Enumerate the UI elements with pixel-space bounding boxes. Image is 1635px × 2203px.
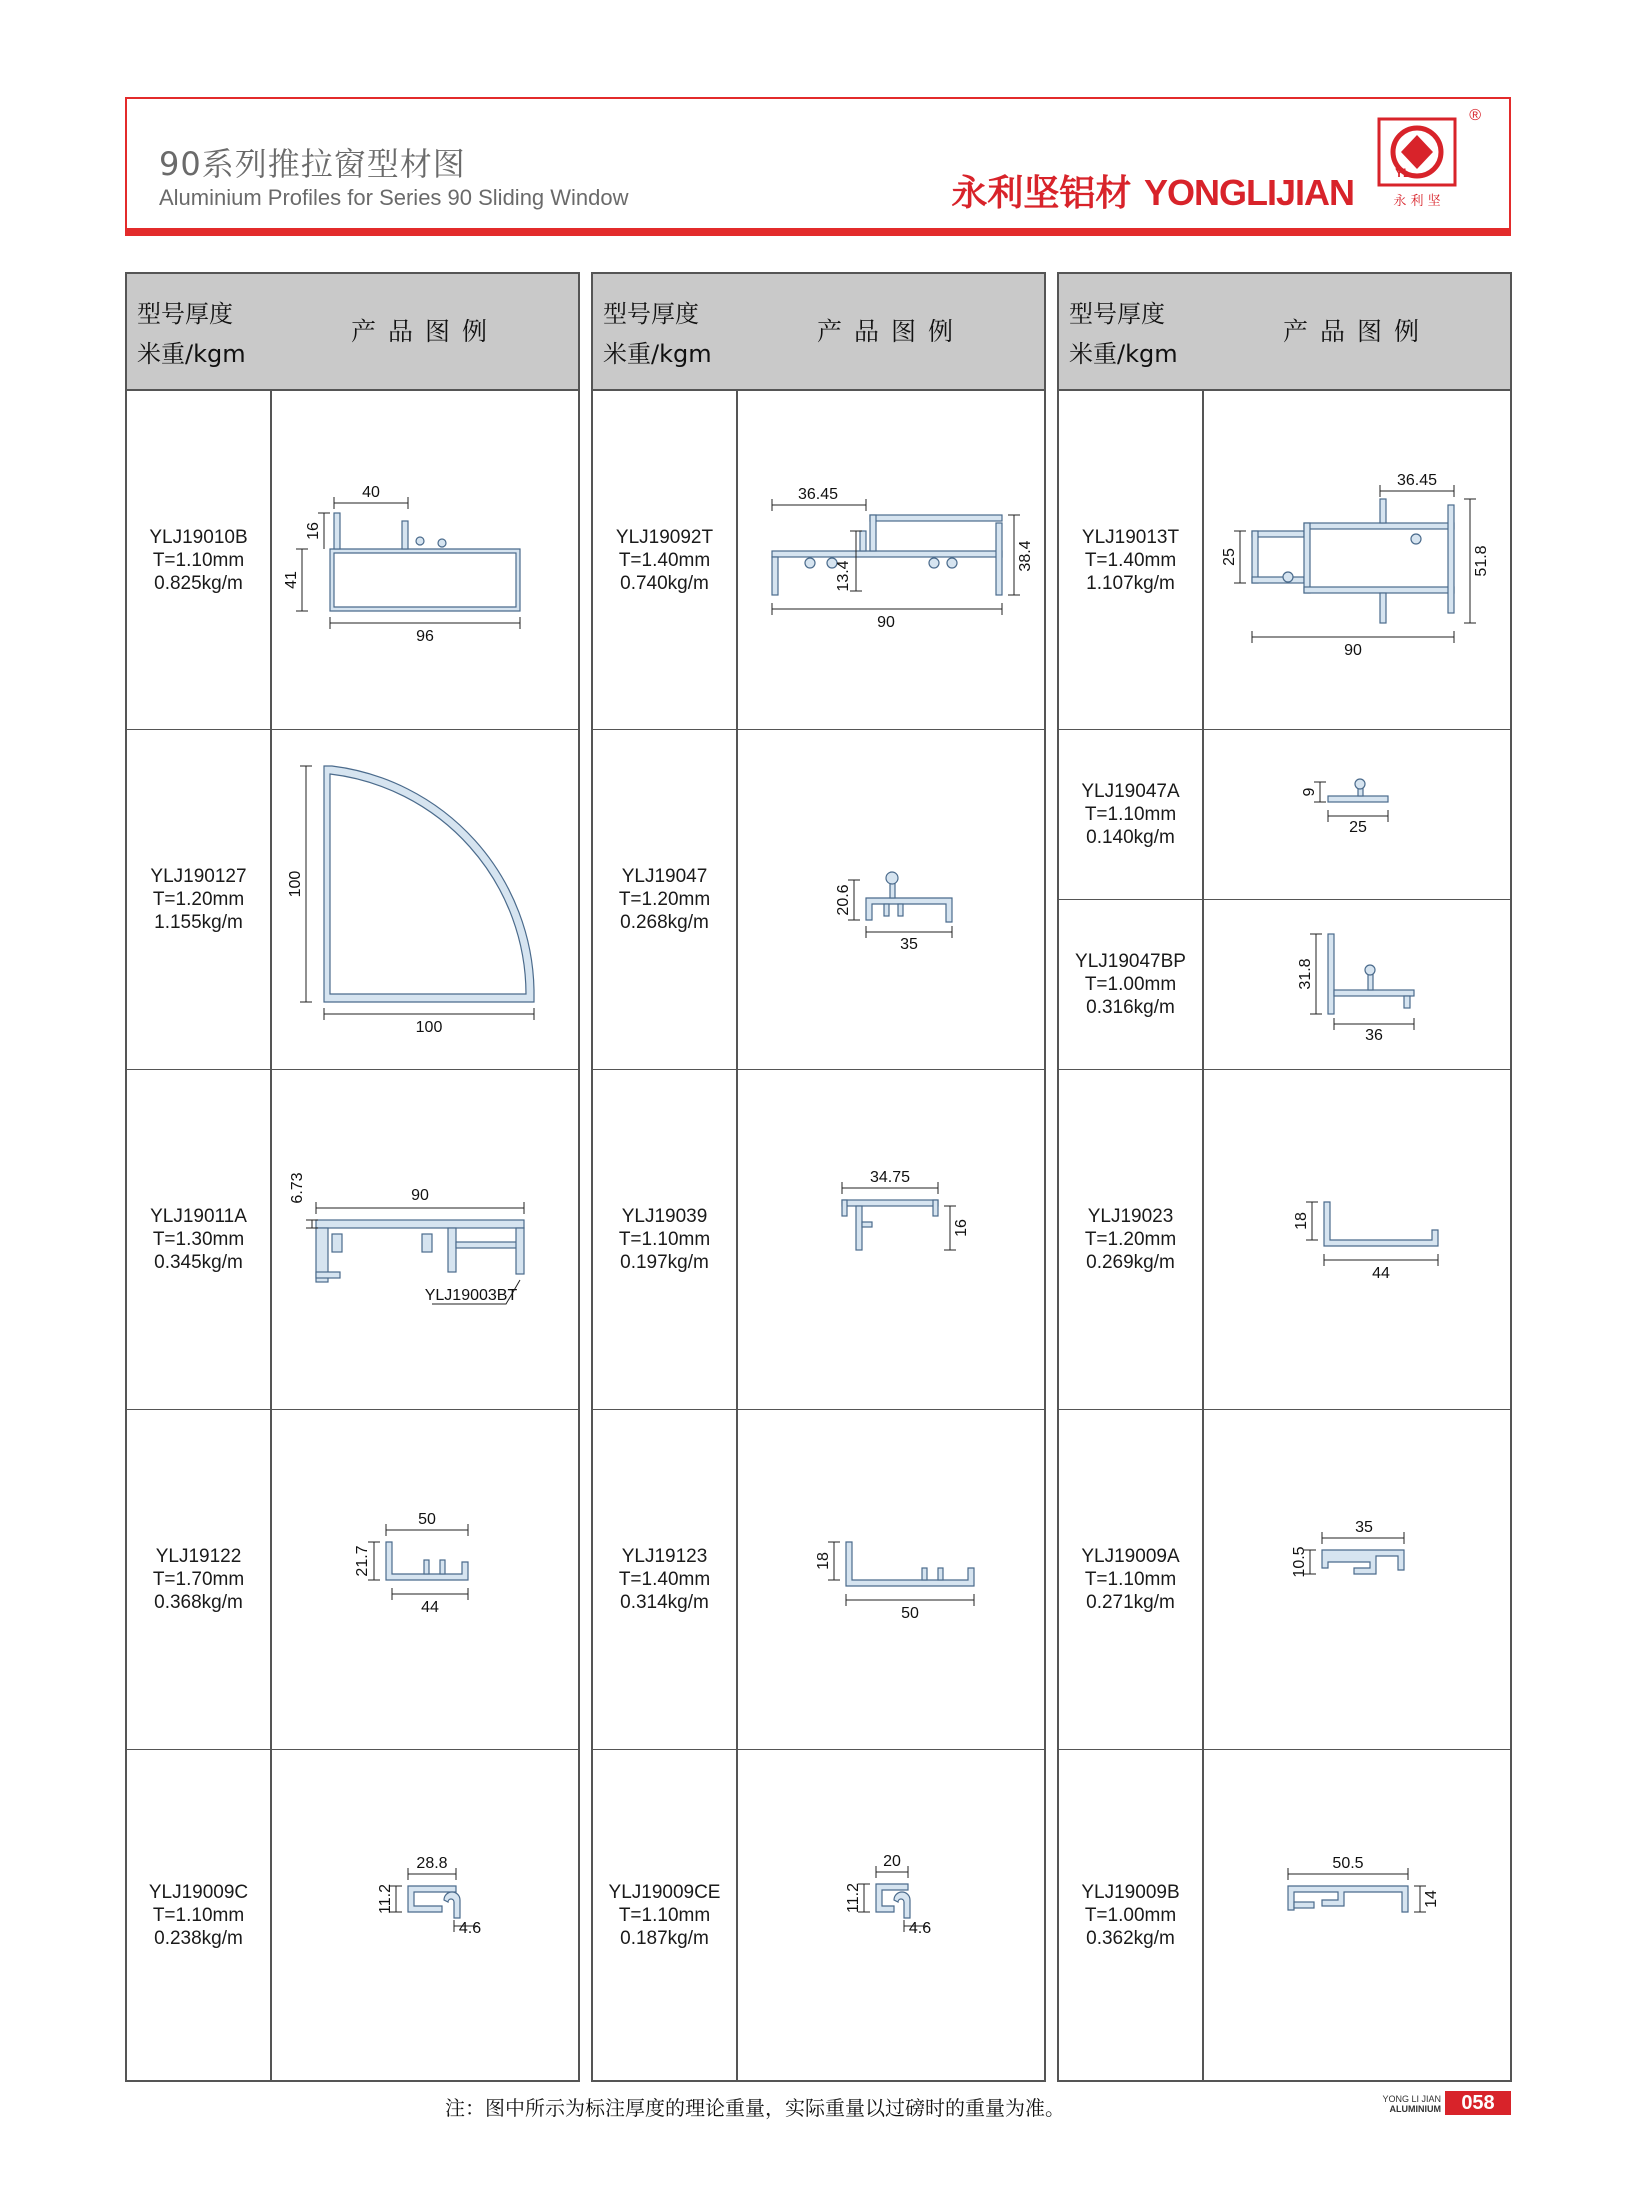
dim-label: 44 xyxy=(421,1599,439,1616)
thickness: T=1.20mm xyxy=(1084,1229,1177,1250)
dim-label: 18 xyxy=(1293,1212,1310,1230)
thickness: T=1.30mm xyxy=(152,1229,245,1250)
model-code: YLJ19123 xyxy=(621,1546,708,1567)
profile-drawing xyxy=(1204,730,1510,899)
profile-drawing xyxy=(738,391,1044,729)
thickness: T=1.00mm xyxy=(1084,974,1177,995)
dim-label: 20 xyxy=(883,1853,901,1870)
dim-label: 50 xyxy=(901,1605,919,1622)
page-number: 058 xyxy=(1445,2091,1511,2115)
model-code: YLJ190127 xyxy=(150,866,247,887)
profile-shape xyxy=(316,1220,524,1282)
dim-label: 20.6 xyxy=(835,884,852,916)
brand-cn: 永利坚铝材 xyxy=(951,173,1132,214)
table-row xyxy=(1059,1750,1510,2080)
profile-shape xyxy=(330,513,520,611)
dim-label: 90 xyxy=(1344,642,1362,659)
thickness: T=1.10mm xyxy=(1084,804,1177,825)
profile-drawing xyxy=(272,1070,578,1409)
dim-label: 4.6 xyxy=(908,1920,932,1937)
profile-drawing xyxy=(738,1410,1044,1749)
dim-label: 90 xyxy=(877,614,895,631)
dim-label: 21.7 xyxy=(354,1545,371,1577)
model-code: YLJ19023 xyxy=(1087,1206,1174,1227)
profile-label xyxy=(1059,1070,1202,1409)
unit-weight: 0.362kg/m xyxy=(1086,1927,1175,1949)
unit-weight: 0.271kg/m xyxy=(1086,1592,1175,1613)
dim-label: 13.4 xyxy=(835,560,852,592)
profile-label xyxy=(1059,730,1202,899)
profile-label xyxy=(593,1410,736,1749)
dim-label: 50 xyxy=(418,1511,436,1528)
unit-weight: 0.345kg/m xyxy=(154,1252,243,1273)
profile-drawing xyxy=(1204,1750,1510,2080)
profile-shape xyxy=(1288,1886,1408,1912)
thickness: T=1.10mm xyxy=(618,1904,711,1926)
model-code: YLJ19047BP xyxy=(1075,951,1186,972)
dim-label: 11.2 xyxy=(377,1884,394,1914)
table-row xyxy=(593,730,1044,1070)
unit-weight: 0.314kg/m xyxy=(620,1592,709,1613)
table-row xyxy=(1059,1410,1510,1750)
model-code: YLJ19009B xyxy=(1081,1881,1180,1903)
table-row xyxy=(593,1070,1044,1410)
profile-drawing xyxy=(272,1750,578,2080)
profile-drawing xyxy=(738,730,1044,1069)
profile-table-2 xyxy=(591,272,1046,2082)
unit-weight: 1.155kg/m xyxy=(154,912,243,933)
profile-drawing xyxy=(272,391,578,729)
dim-label: 25 xyxy=(1221,548,1238,566)
profile-label xyxy=(1059,391,1202,729)
profile-drawing xyxy=(272,1410,578,1749)
dim-label: 96 xyxy=(416,628,434,645)
unit-weight: 1.107kg/m xyxy=(1086,572,1175,594)
profile-label xyxy=(127,730,270,1069)
table-row xyxy=(127,1750,578,2080)
unit-weight: 0.740kg/m xyxy=(620,572,709,594)
profile-label xyxy=(593,730,736,1069)
dim-label: 18 xyxy=(815,1552,832,1570)
profile-label xyxy=(1059,1410,1202,1749)
model-code: YLJ19122 xyxy=(155,1546,242,1567)
unit-weight: 0.269kg/m xyxy=(1086,1252,1175,1273)
title-en: Aluminium Profiles for Series 90 Sliding Window xyxy=(159,185,629,210)
dim-label: 11.2 xyxy=(845,1883,862,1913)
thickness: T=1.70mm xyxy=(152,1569,245,1590)
profile-label xyxy=(127,1410,270,1749)
model-code: YLJ19092T xyxy=(615,526,714,548)
dim-label: 25 xyxy=(1349,819,1367,836)
thickness: T=1.40mm xyxy=(618,1569,711,1590)
footer-brand-line2: ALUMINIUM xyxy=(1389,2104,1441,2114)
profile-shape xyxy=(1328,934,1414,1014)
dimension-lines xyxy=(1234,485,1476,643)
dim-label: 9 xyxy=(1301,787,1318,797)
dim-label: 36.45 xyxy=(1396,472,1438,489)
model-code: YLJ19013T xyxy=(1081,526,1180,548)
logo-text: 永 利 坚 xyxy=(1393,194,1441,209)
header-model-line2: 米重/kgm xyxy=(603,340,712,368)
table-row xyxy=(127,391,578,730)
profile-shape xyxy=(1328,779,1388,802)
brand-logo-icon xyxy=(1375,115,1459,211)
dim-label: 41 xyxy=(283,571,300,589)
thickness: T=1.10mm xyxy=(152,1904,245,1926)
dim-label: 31.8 xyxy=(1297,958,1314,990)
table-row xyxy=(1059,730,1510,900)
profile-shape xyxy=(1322,1550,1404,1574)
dim-label: YLJ19003BT xyxy=(424,1287,518,1304)
thickness: T=1.00mm xyxy=(1084,1904,1177,1926)
thickness: T=1.10mm xyxy=(152,549,245,571)
profile-drawing xyxy=(738,1750,1044,2080)
model-code: YLJ19009CE xyxy=(608,1881,721,1903)
profile-shape xyxy=(876,1884,910,1918)
profile-shape xyxy=(1324,1202,1438,1246)
profile-shape xyxy=(842,1200,938,1250)
registered-mark: ® xyxy=(1469,107,1481,124)
profile-drawing xyxy=(272,730,578,1069)
dimension-lines xyxy=(1310,934,1414,1030)
profile-shape xyxy=(386,1542,468,1580)
unit-weight: 0.140kg/m xyxy=(1086,827,1175,848)
title-cn: 90系列推拉窗型材图 xyxy=(159,145,466,183)
dim-label: 100 xyxy=(415,1019,443,1036)
profile-drawing xyxy=(1204,1410,1510,1749)
profile-label xyxy=(593,1070,736,1409)
dim-label: 16 xyxy=(305,522,322,540)
footer-brand-small xyxy=(1381,2094,1441,2114)
svg-text:YL: YL xyxy=(1395,166,1411,180)
dim-label: 100 xyxy=(287,870,304,898)
profile-table-1 xyxy=(125,272,580,2082)
model-code: YLJ19010B xyxy=(149,526,248,548)
brand-name xyxy=(951,165,1354,216)
table-row xyxy=(593,1750,1044,2080)
header-figure-col: 产品图例 xyxy=(816,317,965,346)
unit-weight: 0.316kg/m xyxy=(1086,997,1175,1018)
profile-label xyxy=(1059,900,1202,1069)
profile-shape xyxy=(846,1542,974,1586)
model-code: YLJ19011A xyxy=(150,1206,247,1227)
table-row xyxy=(1059,391,1510,730)
dim-label: 51.8 xyxy=(1473,545,1490,577)
page-header xyxy=(125,97,1511,232)
thickness: T=1.10mm xyxy=(1084,1569,1177,1590)
profile-drawing xyxy=(738,1070,1044,1409)
thickness: T=1.40mm xyxy=(1084,549,1177,571)
header-figure-col: 产品图例 xyxy=(350,317,499,346)
thickness: T=1.10mm xyxy=(618,1229,711,1250)
model-code: YLJ19047 xyxy=(621,866,708,887)
profile-drawing xyxy=(1204,391,1510,729)
table-header xyxy=(127,274,578,391)
dim-label: 10.5 xyxy=(1291,1546,1308,1578)
dim-label: 6.73 xyxy=(289,1172,306,1204)
profile-shape xyxy=(772,515,1002,595)
dim-label: 90 xyxy=(411,1187,429,1204)
model-code: YLJ19009A xyxy=(1081,1546,1180,1567)
profile-table-3 xyxy=(1057,272,1512,2082)
dimension-lines xyxy=(300,766,534,1020)
profile-drawing xyxy=(1204,900,1510,1069)
dim-label: 40 xyxy=(362,484,380,501)
dim-label: 4.6 xyxy=(458,1920,482,1937)
unit-weight: 0.268kg/m xyxy=(620,912,709,933)
header-model-line2: 米重/kgm xyxy=(137,340,246,368)
profile-label xyxy=(127,1750,270,2080)
dim-label: 44 xyxy=(1372,1265,1390,1282)
profile-drawing xyxy=(1204,1070,1510,1409)
unit-weight: 0.187kg/m xyxy=(620,1927,709,1949)
header-rule xyxy=(125,228,1511,236)
unit-weight: 0.238kg/m xyxy=(154,1927,243,1949)
header-model-col xyxy=(1069,294,1194,374)
profile-shape xyxy=(408,1886,460,1918)
footer-brand-line1: YONG LI JIAN xyxy=(1382,2094,1441,2104)
thickness: T=1.20mm xyxy=(618,889,711,910)
profile-label xyxy=(1059,1750,1202,2080)
model-code: YLJ19047A xyxy=(1081,781,1180,802)
profile-label xyxy=(593,391,736,729)
dim-label: 36 xyxy=(1365,1027,1383,1044)
dim-label: 35 xyxy=(1355,1519,1373,1536)
table-row xyxy=(127,1410,578,1750)
table-row xyxy=(127,1070,578,1410)
profile-label xyxy=(593,1750,736,2080)
dim-label: 34.75 xyxy=(869,1169,911,1186)
table-header xyxy=(1059,274,1510,391)
profile-shape xyxy=(866,872,952,922)
table-row xyxy=(1059,900,1510,1070)
thickness: T=1.40mm xyxy=(618,549,711,571)
table-header xyxy=(593,274,1044,391)
profile-label xyxy=(127,391,270,729)
dim-label: 38.4 xyxy=(1017,540,1034,572)
profile-label xyxy=(127,1070,270,1409)
unit-weight: 0.368kg/m xyxy=(154,1592,243,1613)
dimension-lines xyxy=(368,1524,468,1600)
header-model-line1: 型号厚度 xyxy=(1069,300,1165,328)
table-row xyxy=(1059,1070,1510,1410)
footer-note: 注：图中所示为标注厚度的理论重量，实际重量以过磅时的重量为准。 xyxy=(445,2096,1065,2120)
dim-label: 16 xyxy=(953,1219,970,1237)
brand-en: YONGLIJIAN xyxy=(1143,172,1354,213)
header-figure-col: 产品图例 xyxy=(1282,317,1431,346)
dim-label: 50.5 xyxy=(1332,1855,1364,1872)
dim-label: 14 xyxy=(1423,1890,1440,1908)
header-model-col xyxy=(137,294,262,374)
table-row xyxy=(593,391,1044,730)
dim-label: 28.8 xyxy=(416,1855,448,1872)
model-code: YLJ19039 xyxy=(621,1206,708,1227)
header-model-line2: 米重/kgm xyxy=(1069,340,1178,368)
table-row xyxy=(593,1410,1044,1750)
dim-label: 36.45 xyxy=(797,486,839,503)
model-code: YLJ19009C xyxy=(148,1881,249,1903)
header-model-col xyxy=(603,294,728,374)
header-model-line1: 型号厚度 xyxy=(603,300,699,328)
thickness: T=1.20mm xyxy=(152,889,245,910)
profile-shape xyxy=(324,766,534,1002)
unit-weight: 0.825kg/m xyxy=(154,572,243,594)
header-model-line1: 型号厚度 xyxy=(137,300,233,328)
table-row xyxy=(127,730,578,1070)
profile-shape xyxy=(1252,499,1454,623)
unit-weight: 0.197kg/m xyxy=(620,1252,709,1273)
dim-label: 35 xyxy=(900,936,918,953)
